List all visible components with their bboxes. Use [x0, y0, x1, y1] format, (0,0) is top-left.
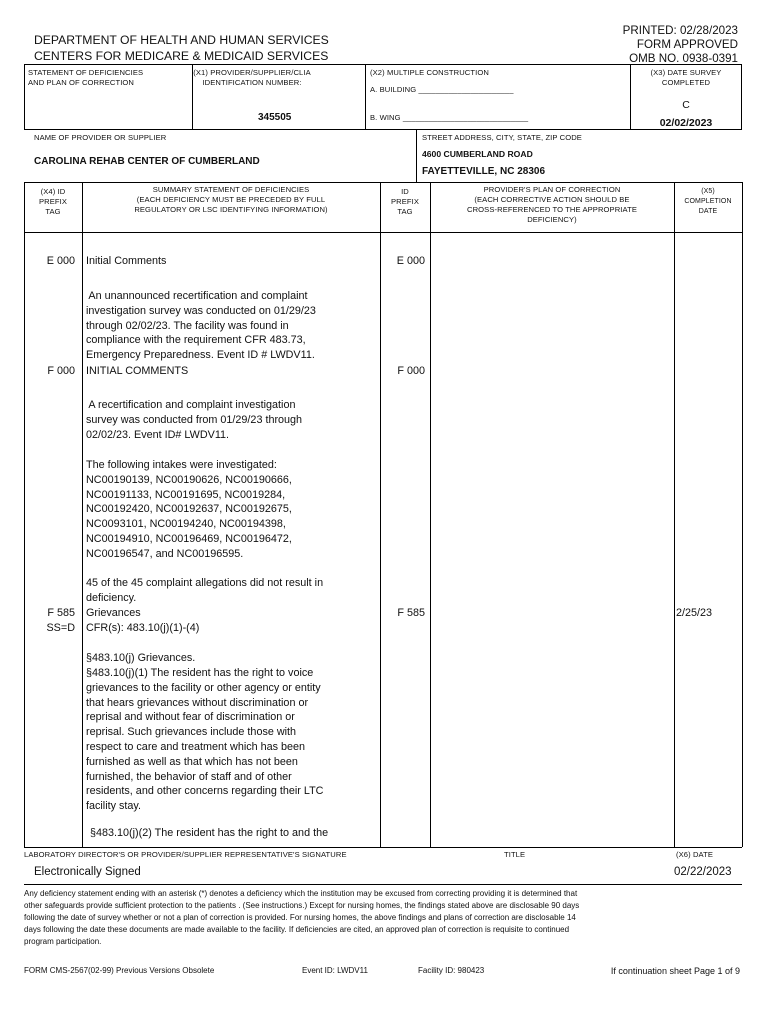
- multiple-construction-label: (X2) MULTIPLE CONSTRUCTION: [370, 68, 489, 77]
- event-id: Event ID: LWDV11: [302, 966, 368, 975]
- f585-scope-severity: SS=D: [46, 621, 75, 634]
- disclaimer: Any deficiency statement ending with an asterisk (*) denotes a deficiency which the institution may be excused from correcting providing it is determined that other safeguards provide sufficient protection to the patients . (See instructions.) Except for nursing homes, the findings stated above are disclosable 90 days following the date of survey whether or not a plan of correction is provided. For nursing homes, the above findings and plans of correction are disclosable 14 days following the date these documents are made available to the facility. If deficiencies are cited, an approved plan of correction is requisite to continued program participation.: [24, 889, 580, 946]
- wing-field: B. WING _____________________________: [370, 113, 529, 122]
- e000-id-tag: E 000: [396, 255, 425, 267]
- x4-header: (X4) ID PREFIX TAG: [38, 187, 68, 216]
- f585-body-3: §483.10(j)(2) The resident has the right to and the: [90, 827, 329, 839]
- printed-date: PRINTED: 02/28/2023: [622, 24, 738, 37]
- f585-title-block: [86, 606, 376, 636]
- f585-id-tag: F 585: [397, 607, 425, 619]
- signature-value: Electronically Signed: [34, 866, 141, 878]
- f000-intakes: The following intakes were investigated: NC00190139, NC00190626, NC00190666, NC00191133, NC00191695, NC0019284, NC00192420, NC00192637, NC00192675, NC0093101, NC00194240, NC00194398, NC00194910, NC00196469, NC00196472, NC00196547, and NC00196595.: [86, 459, 292, 560]
- e000-title: Initial Comments: [86, 255, 167, 267]
- plan-header: PROVIDER'S PLAN OF CORRECTION (EACH CORRECTIVE ACTION SHOULD BE CROSS-REFERENCED TO THE APPROPRIATE DEFICIENCY): [466, 185, 638, 224]
- f000-body-1: A recertification and complaint investigation survey was conducted from 01/29/23 through 02/02/23. Event ID# LWDV11.: [86, 399, 303, 441]
- f000-id-tag: F 000: [397, 365, 425, 377]
- statement-label: STATEMENT OF DEFICIENCIES AND PLAN OF CORRECTION: [28, 68, 144, 87]
- survey-completed-date: 02/02/2023: [659, 117, 713, 129]
- survey-code: C: [682, 99, 690, 111]
- street-address: 4600 CUMBERLAND ROAD: [422, 149, 533, 159]
- f585-prefix-tag: F 585 SS=D: [24, 606, 75, 636]
- agency-name: CENTERS FOR MEDICARE & MEDICAID SERVICES: [34, 49, 329, 63]
- e000-prefix-tag: E 000: [46, 255, 75, 267]
- e000-body: An unannounced recertification and complaint investigation survey was conducted on 01/29/23 through 02/02/23. The facility was found in compliance with the requirement CFR 483.73, Emergency Preparedness. Event ID # LWDV11.: [86, 290, 316, 362]
- signature-label: LABORATORY DIRECTOR'S OR PROVIDER/SUPPLIER REPRESENTATIVE'S SIGNATURE: [24, 850, 347, 859]
- city-state-zip: FAYETTEVILLE, NC 28306: [422, 166, 546, 177]
- x5-header: (X5) COMPLETION DATE: [684, 188, 732, 215]
- provider-id-number: 345505: [258, 112, 292, 123]
- survey-date-label: (X3) DATE SURVEY COMPLETED: [650, 68, 722, 87]
- summary-header: SUMMARY STATEMENT OF DEFICIENCIES (EACH DEFICIENCY MUST BE PRECEDED BY FULL REGULATORY OR LSC IDENTIFYING INFORMATION): [134, 185, 328, 214]
- f000-prefix-tag: F 000: [47, 365, 75, 377]
- f585-cfr: CFR(s): 483.10(j)(1)-(4): [86, 621, 200, 634]
- provider-name: CAROLINA REHAB CENTER OF CUMBERLAND: [34, 156, 260, 167]
- form-info: [623, 24, 738, 65]
- f585-body-1: §483.10(j) Grievances.: [86, 652, 196, 664]
- f585-title: Grievances: [86, 607, 141, 619]
- department-header: [34, 32, 329, 64]
- f000-allegations: 45 of the 45 complaint allegations did not result in deficiency.: [86, 577, 324, 604]
- form-approved: FORM APPROVED: [636, 37, 738, 51]
- facility-id: Facility ID: 980423: [418, 966, 485, 975]
- page-indicator: If continuation sheet Page 1 of 9: [610, 966, 740, 976]
- title-label: TITLE: [504, 850, 526, 859]
- department-name: DEPARTMENT OF HEALTH AND HUMAN SERVICES: [34, 33, 329, 47]
- building-field: A. BUILDING ______________________: [370, 85, 514, 94]
- signature-date: 02/22/2023: [674, 866, 732, 878]
- id-header: ID PREFIX TAG: [390, 187, 420, 216]
- date-label: (X6) DATE: [676, 850, 714, 859]
- f585-completion-date: 2/25/23: [676, 607, 713, 619]
- address-label: STREET ADDRESS, CITY, STATE, ZIP CODE: [422, 133, 582, 142]
- omb-number: OMB NO. 0938-0391: [629, 51, 738, 65]
- f000-title: INITIAL COMMENTS: [86, 365, 189, 377]
- x1-label: (X1) PROVIDER/SUPPLIER/CLIA IDENTIFICATION NUMBER:: [193, 68, 311, 87]
- form-number: FORM CMS-2567(02-99) Previous Versions Obsolete: [24, 966, 215, 975]
- f585-body-2: §483.10(j)(1) The resident has the right to voice grievances to the facility or other agency or entity that hears grievances without discrimination or reprisal and without fear of discrimination or reprisal. Such grievances include those with respect to care and treatment which has been furnished as well as that which has not been furnished, the behavior of staff and of other residents, and other concerns regarding their LTC facility stay.: [86, 667, 324, 813]
- provider-name-label: NAME OF PROVIDER OR SUPPLIER: [34, 133, 167, 142]
